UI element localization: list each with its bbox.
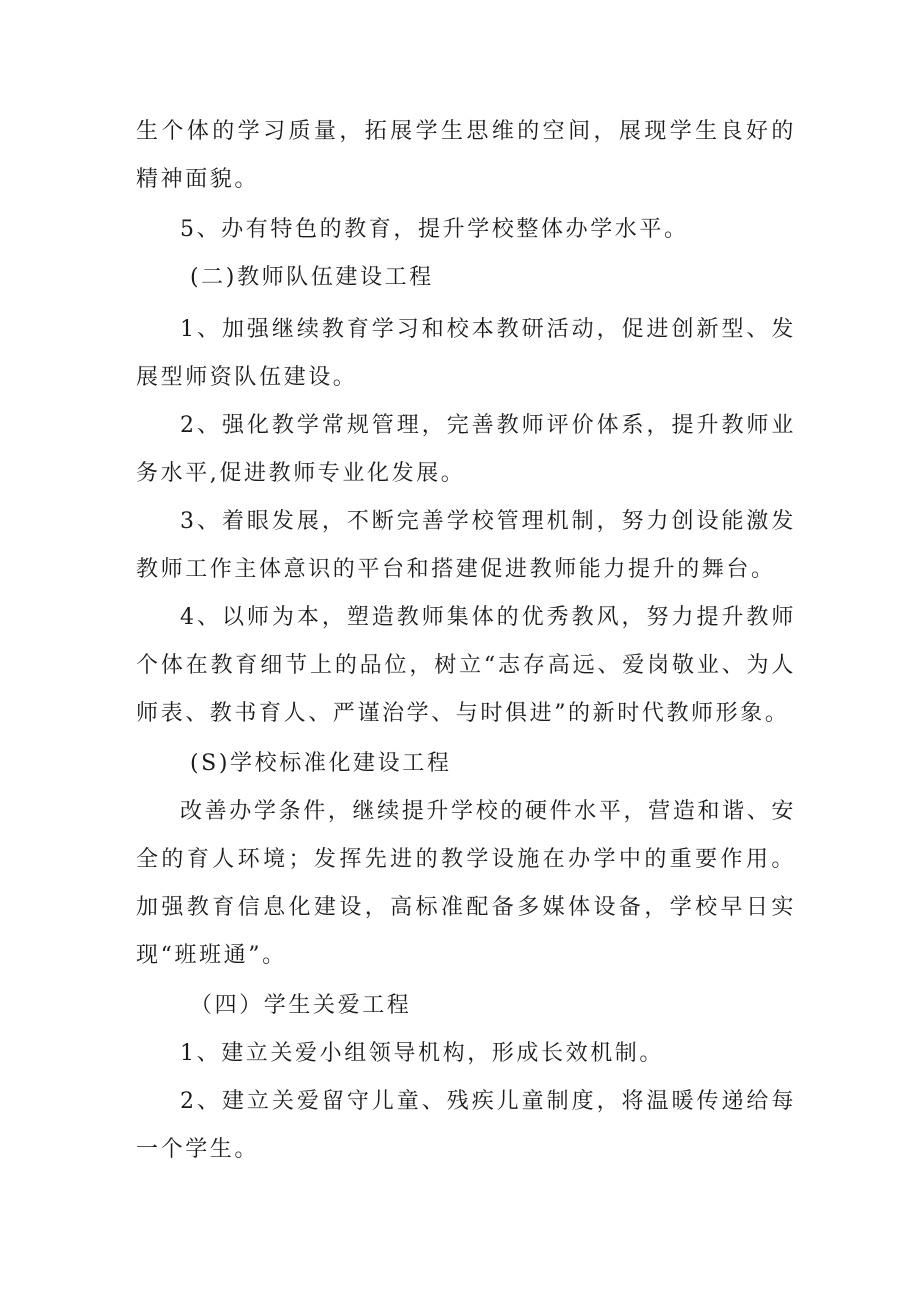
paragraph-item-5: 5、办有特色的教育，提升学校整体办学水平。 [180, 217, 689, 242]
section-heading-school-standard: (S)学校标准化建设工程 [190, 751, 452, 776]
section-heading-student-care: （四）学生关爱工程 [190, 993, 412, 1018]
paragraph-continuation: 生个体的学习质量，拓展学生思维的空间，展现学生良好的精神面貌。 [136, 119, 796, 192]
paragraph-teacher-item-1: 1、加强继续教育学习和校本教研活动，促进创新型、发展型师资队伍建设。 [136, 317, 796, 390]
section-heading-teachers: (二)教师队伍建设工程 [190, 265, 434, 290]
paragraph-school-standard: 改善办学条件，继续提升学校的硬件水平，营造和谐、安全的育人环境；发挥先进的教学设施在办学中的重要作用。加强教育信息化建设，高标准配备多媒体设备，学校早日实现“班班通”。 [136, 799, 796, 968]
paragraph-teacher-item-3: 3、着眼发展，不断完善学校管理机制，努力创设能激发教师工作主体意识的平台和搭建促进教师能力提升的舞台。 [136, 509, 796, 582]
paragraph-care-item-2: 2、建立关爱留守儿童、残疾儿童制度，将温暖传递给每一个学生。 [136, 1089, 796, 1162]
paragraph-teacher-item-2: 2、强化教学常规管理，完善教师评价体系，提升教师业务水平,促进教师专业化发展。 [136, 413, 796, 486]
paragraph-care-item-1: 1、建立关爱小组领导机构，形成长效机制。 [180, 1041, 664, 1066]
paragraph-teacher-item-4: 4、以师为本，塑造教师集体的优秀教风，努力提升教师个体在教育细节上的品位，树立“志存高远、爱岗敬业、为人师表、教书育人、严谨治学、与时俱进”的新时代教师形象。 [136, 605, 796, 726]
